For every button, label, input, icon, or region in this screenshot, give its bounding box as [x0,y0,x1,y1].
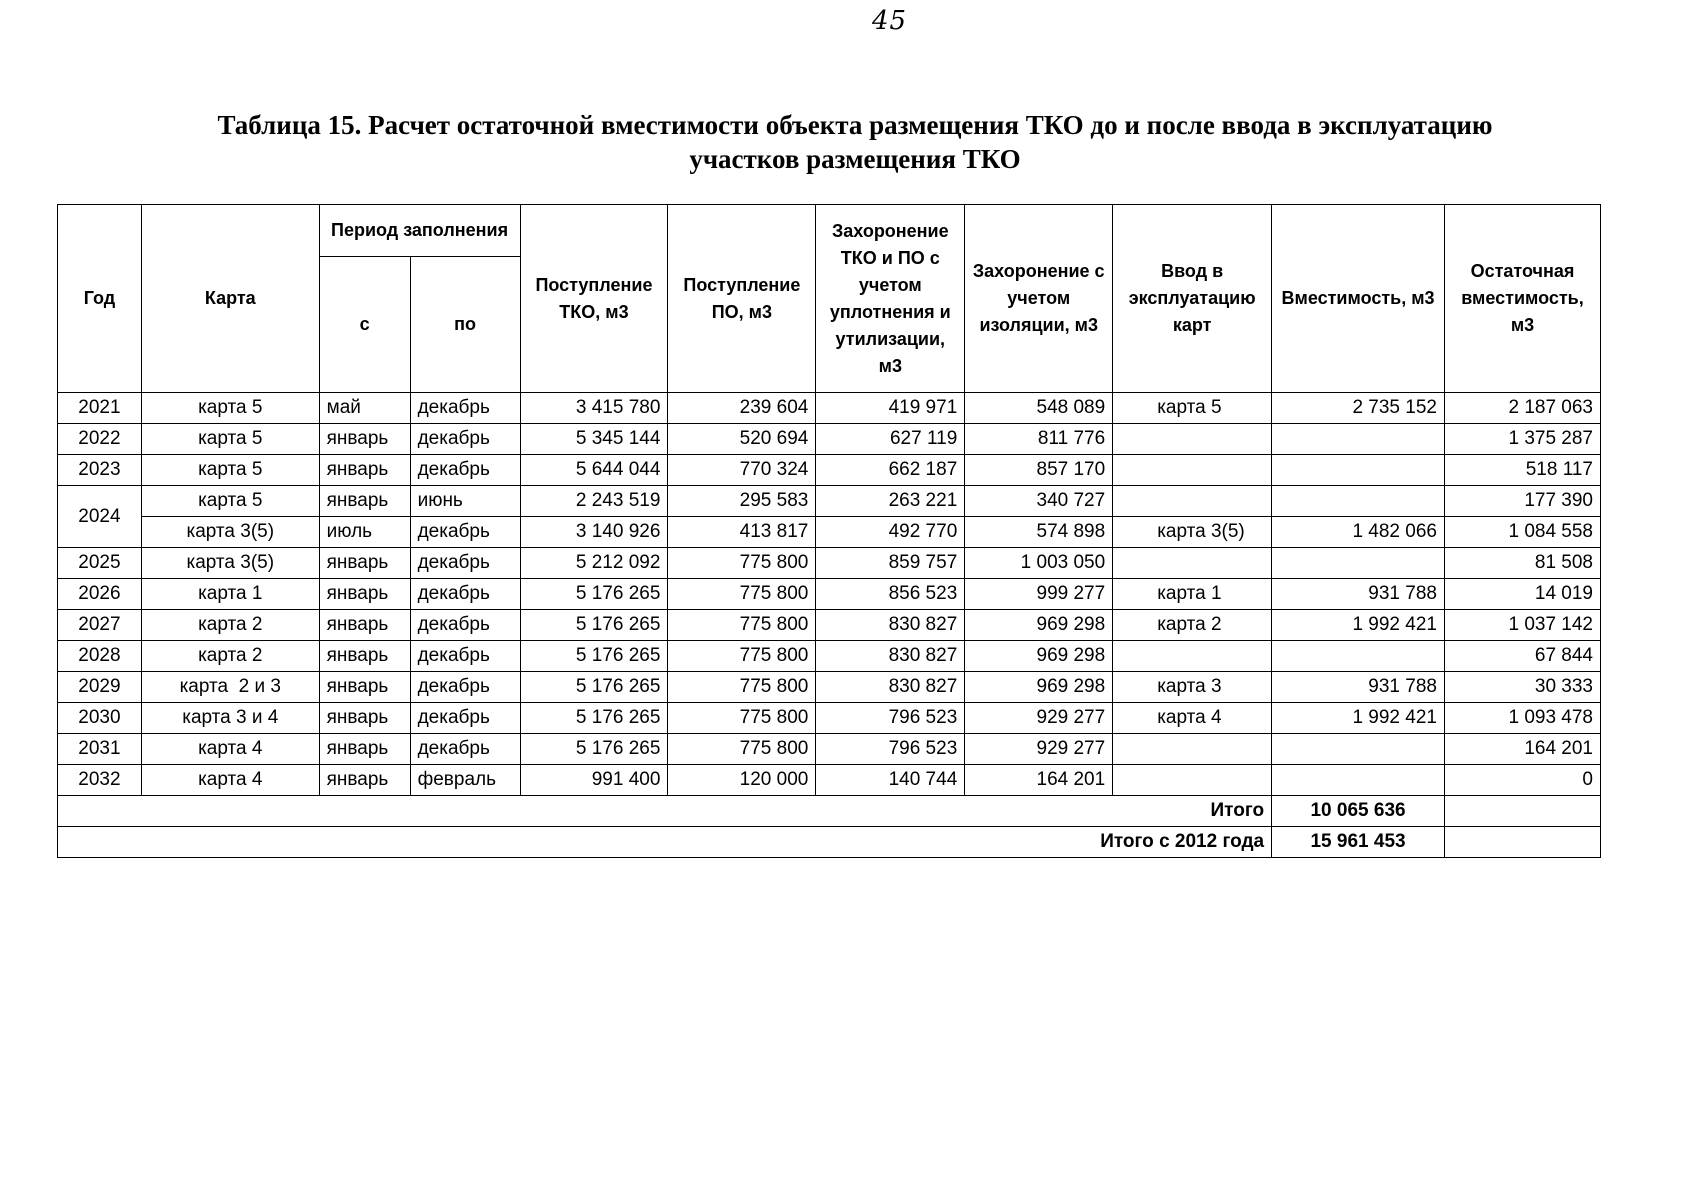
cell-income-tko: 5 176 265 [520,672,668,703]
cell-residual: 1 093 478 [1444,703,1600,734]
cell-income-po: 120 000 [668,765,816,796]
cell-to: февраль [410,765,520,796]
cell-from: январь [319,548,410,579]
cell-from: январь [319,734,410,765]
cell-from: январь [319,672,410,703]
cell-burial-isolation: 548 089 [965,393,1113,424]
cell-map: карта 3 и 4 [141,703,319,734]
cell-commissioning: карта 3(5) [1113,517,1272,548]
cell-map: карта 3(5) [141,548,319,579]
cell-commissioning [1113,424,1272,455]
cell-burial-compaction: 796 523 [816,734,965,765]
cell-from: январь [319,455,410,486]
cell-year: 2025 [58,548,142,579]
cell-year: 2030 [58,703,142,734]
cell-burial-isolation: 164 201 [965,765,1113,796]
cell-burial-isolation: 574 898 [965,517,1113,548]
cell-commissioning [1113,548,1272,579]
cell-map: карта 3(5) [141,517,319,548]
cell-from: июль [319,517,410,548]
cell-year: 2031 [58,734,142,765]
cell-year: 2027 [58,610,142,641]
cell-map: карта 2 [141,610,319,641]
cell-residual: 2 187 063 [1444,393,1600,424]
cell-burial-compaction: 830 827 [816,641,965,672]
cell-income-po: 413 817 [668,517,816,548]
cell-year: 2029 [58,672,142,703]
cell-capacity: 1 482 066 [1272,517,1445,548]
cell-income-tko: 5 176 265 [520,579,668,610]
cell-to: декабрь [410,455,520,486]
header-map: Карта [141,205,319,393]
cell-burial-isolation: 929 277 [965,734,1113,765]
cell-capacity [1272,734,1445,765]
cell-income-po: 775 800 [668,610,816,641]
cell-commissioning: карта 3 [1113,672,1272,703]
cell-capacity: 1 992 421 [1272,703,1445,734]
cell-capacity [1272,486,1445,517]
cell-residual: 30 333 [1444,672,1600,703]
header-commissioning: Ввод в эксплуатацию карт [1113,205,1272,393]
cell-burial-compaction: 140 744 [816,765,965,796]
cell-map: карта 5 [141,424,319,455]
cell-to: декабрь [410,610,520,641]
cell-income-tko: 5 644 044 [520,455,668,486]
cell-map: карта 1 [141,579,319,610]
cell-income-po: 775 800 [668,734,816,765]
cell-residual: 164 201 [1444,734,1600,765]
cell-income-po: 775 800 [668,548,816,579]
cell-year: 2023 [58,455,142,486]
cell-commissioning [1113,455,1272,486]
cell-year: 2021 [58,393,142,424]
cell-map: карта 5 [141,486,319,517]
capacity-table [57,204,1601,858]
cell-capacity [1272,548,1445,579]
table-row [58,517,1601,548]
cell-from: май [319,393,410,424]
cell-residual: 1 037 142 [1444,610,1600,641]
total-since-2012-label: Итого с 2012 года [58,827,1272,858]
cell-burial-compaction: 859 757 [816,548,965,579]
cell-burial-isolation: 857 170 [965,455,1113,486]
cell-income-po: 770 324 [668,455,816,486]
cell-burial-isolation: 969 298 [965,610,1113,641]
table-row [58,610,1601,641]
cell-burial-isolation: 999 277 [965,579,1113,610]
cell-income-tko: 2 243 519 [520,486,668,517]
cell-to: июнь [410,486,520,517]
cell-income-tko: 5 212 092 [520,548,668,579]
header-period: Период заполнения [319,205,520,257]
cell-to: декабрь [410,579,520,610]
table-row [58,548,1601,579]
table-row [58,579,1601,610]
cell-map: карта 4 [141,765,319,796]
table-row [58,641,1601,672]
cell-residual: 1 084 558 [1444,517,1600,548]
cell-capacity [1272,455,1445,486]
cell-income-po: 775 800 [668,672,816,703]
header-residual: Остаточная вместимость, м3 [1444,205,1600,393]
cell-year: 2022 [58,424,142,455]
cell-burial-compaction: 856 523 [816,579,965,610]
total-row [58,796,1601,827]
cell-from: январь [319,579,410,610]
cell-income-tko: 5 176 265 [520,703,668,734]
header-income-po: Поступление ПО, м3 [668,205,816,393]
table-row [58,486,1601,517]
cell-burial-isolation: 340 727 [965,486,1113,517]
cell-from: январь [319,703,410,734]
cell-commissioning [1113,486,1272,517]
cell-burial-compaction: 830 827 [816,672,965,703]
total-value: 10 065 636 [1272,796,1445,827]
header-burial-isolation: Захоронение с учетом изоляции, м3 [965,205,1113,393]
cell-year: 2032 [58,765,142,796]
cell-from: январь [319,610,410,641]
cell-capacity [1272,641,1445,672]
cell-year: 2028 [58,641,142,672]
table-row [58,455,1601,486]
cell-income-tko: 5 176 265 [520,734,668,765]
cell-income-po: 520 694 [668,424,816,455]
table-row [58,765,1601,796]
cell-residual: 0 [1444,765,1600,796]
cell-map: карта 2 и 3 [141,672,319,703]
table-title-line-1: Таблица 15. Расчет остаточной вместимости объекта размещения ТКО до и после ввода в эксплуатацию [217,110,1493,140]
cell-burial-compaction: 263 221 [816,486,965,517]
table-row [58,672,1601,703]
cell-year: 2026 [58,579,142,610]
cell-to: декабрь [410,641,520,672]
cell-residual: 67 844 [1444,641,1600,672]
cell-commissioning: карта 4 [1113,703,1272,734]
cell-capacity: 1 992 421 [1272,610,1445,641]
table-row [58,424,1601,455]
cell-map: карта 5 [141,455,319,486]
cell-residual: 518 117 [1444,455,1600,486]
cell-income-po: 239 604 [668,393,816,424]
cell-income-tko: 991 400 [520,765,668,796]
table-row [58,703,1601,734]
header-burial-compaction: Захоронение ТКО и ПО с учетом уплотнения и утилизации, м3 [816,205,965,393]
header-period-from: с [319,257,410,393]
cell-capacity [1272,424,1445,455]
page-number: 45 [872,6,908,36]
cell-commissioning [1113,734,1272,765]
cell-to: декабрь [410,734,520,765]
cell-residual: 14 019 [1444,579,1600,610]
cell-income-po: 295 583 [668,486,816,517]
cell-burial-isolation: 929 277 [965,703,1113,734]
table-row [58,393,1601,424]
cell-map: карта 4 [141,734,319,765]
cell-to: декабрь [410,517,520,548]
cell-to: декабрь [410,548,520,579]
cell-income-tko: 3 140 926 [520,517,668,548]
cell-from: январь [319,486,410,517]
total-row [58,827,1601,858]
cell-residual: 81 508 [1444,548,1600,579]
header-year: Год [58,205,142,393]
cell-burial-isolation: 811 776 [965,424,1113,455]
cell-commissioning: карта 2 [1113,610,1272,641]
cell-to: декабрь [410,703,520,734]
cell-burial-isolation: 969 298 [965,672,1113,703]
cell-from: январь [319,641,410,672]
total-empty-cell [1444,827,1600,858]
cell-capacity: 2 735 152 [1272,393,1445,424]
cell-from: январь [319,424,410,455]
table-row [58,734,1601,765]
cell-commissioning [1113,641,1272,672]
header-income-tko: Поступление ТКО, м3 [520,205,668,393]
cell-to: декабрь [410,393,520,424]
cell-to: декабрь [410,424,520,455]
cell-burial-compaction: 419 971 [816,393,965,424]
cell-income-po: 775 800 [668,579,816,610]
cell-capacity: 931 788 [1272,672,1445,703]
cell-income-tko: 5 345 144 [520,424,668,455]
cell-map: карта 2 [141,641,319,672]
header-capacity: Вместимость, м3 [1272,205,1445,393]
table-title-line-2: участков размещения ТКО [689,144,1021,174]
cell-commissioning: карта 5 [1113,393,1272,424]
cell-burial-compaction: 830 827 [816,610,965,641]
cell-year: 2024 [58,486,142,548]
cell-income-po: 775 800 [668,641,816,672]
cell-income-tko: 3 415 780 [520,393,668,424]
total-label: Итого [58,796,1272,827]
total-since-2012-value: 15 961 453 [1272,827,1445,858]
cell-income-tko: 5 176 265 [520,610,668,641]
cell-commissioning: карта 1 [1113,579,1272,610]
cell-to: декабрь [410,672,520,703]
cell-burial-compaction: 662 187 [816,455,965,486]
cell-burial-compaction: 627 119 [816,424,965,455]
table-title [60,108,1650,176]
total-empty-cell [1444,796,1600,827]
cell-map: карта 5 [141,393,319,424]
cell-income-po: 775 800 [668,703,816,734]
cell-from: январь [319,765,410,796]
cell-residual: 177 390 [1444,486,1600,517]
cell-commissioning [1113,765,1272,796]
cell-burial-compaction: 492 770 [816,517,965,548]
header-period-to: по [410,257,520,393]
cell-burial-isolation: 1 003 050 [965,548,1113,579]
cell-capacity: 931 788 [1272,579,1445,610]
cell-capacity [1272,765,1445,796]
cell-income-tko: 5 176 265 [520,641,668,672]
cell-residual: 1 375 287 [1444,424,1600,455]
cell-burial-compaction: 796 523 [816,703,965,734]
cell-burial-isolation: 969 298 [965,641,1113,672]
